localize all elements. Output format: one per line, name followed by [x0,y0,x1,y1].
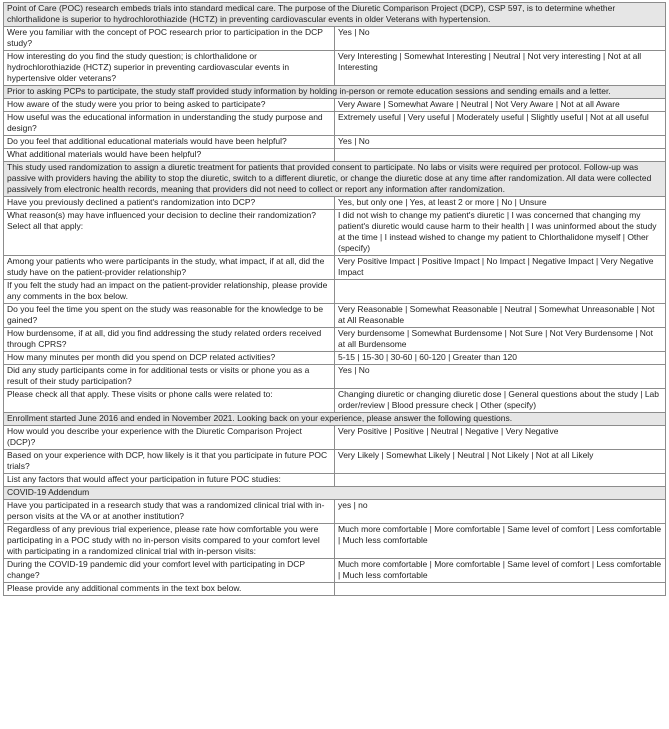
answer-options: Yes, but only one | Yes, at least 2 or more | No | Unsure [335,197,666,210]
question-row [4,474,666,487]
question-text: If you felt the study had an impact on the patient-provider relationship, please provide any comments in the box below. [4,280,335,304]
survey-table [3,2,666,596]
section-header-row [4,86,666,99]
question-text: Based on your experience with DCP, how likely is it that you participate in future POC trials? [4,450,335,474]
question-row [4,500,666,524]
question-text: Among your patients who were participants in the study, what impact, if at all, did the study have on the patient-provider relationship? [4,256,335,280]
answer-options: Yes | No [335,365,666,389]
question-text: Have you participated in a research study that was a randomized clinical trial with in-person visits at the VA or at another institution? [4,500,335,524]
question-row [4,197,666,210]
question-row [4,450,666,474]
answer-options: yes | no [335,500,666,524]
question-row [4,149,666,162]
question-text: How interesting do you find the study question; is chlorthalidone or hydrochlorothiazide (HCTZ) superior in preventing cardiovascular events in hypertensive older veterans? [4,51,335,86]
question-row [4,365,666,389]
answer-options: Yes | No [335,136,666,149]
answer-options: Yes | No [335,27,666,51]
question-text: Please provide any additional comments in the text box below. [4,583,335,596]
section-text: COVID-19 Addendum [4,487,666,500]
answer-options: 5-15 | 15-30 | 30-60 | 60-120 | Greater than 120 [335,352,666,365]
question-row [4,426,666,450]
question-row [4,27,666,51]
answer-options: Very Likely | Somewhat Likely | Neutral | Not Likely | Not at all Likely [335,450,666,474]
answer-options: Changing diuretic or changing diuretic dose | General questions about the study | Lab order/review | Blood pressure check | Other (specify) [335,389,666,413]
question-text: Did any study participants come in for additional tests or visits or phone you as a result of their study participation? [4,365,335,389]
question-row [4,51,666,86]
question-text: How many minutes per month did you spend on DCP related activities? [4,352,335,365]
question-row [4,256,666,280]
question-row [4,112,666,136]
answer-options: Very Positive Impact | Positive Impact | No Impact | Negative Impact | Very Negative Impact [335,256,666,280]
question-text: Have you previously declined a patient's randomization into DCP? [4,197,335,210]
section-text: Prior to asking PCPs to participate, the study staff provided study information by holding in-person or remote education sessions and sending emails and a letter. [4,86,666,99]
answer-options: Very Aware | Somewhat Aware | Neutral | Not Very Aware | Not at all Aware [335,99,666,112]
section-header-row [4,487,666,500]
section-header-row [4,3,666,27]
section-text: Point of Care (POC) research embeds trials into standard medical care. The purpose of the Diuretic Comparison Project (DCP), CSP 597, is to determine whether chlorthalidone is superior to hydrochlorothiazide (HCTZ) in preventing cardiovascular events in older Veterans with hypertension. [4,3,666,27]
answer-options: Very Interesting | Somewhat Interesting | Neutral | Not very interesting | Not at all Interesting [335,51,666,86]
answer-options [335,583,666,596]
question-row [4,352,666,365]
question-text: Were you familiar with the concept of POC research prior to participation in the DCP study? [4,27,335,51]
answer-options: Much more comfortable | More comfortable | Same level of comfort | Less comfortable | Much less comfortable [335,524,666,559]
question-row [4,328,666,352]
question-text: List any factors that would affect your participation in future POC studies: [4,474,335,487]
section-header-row [4,162,666,197]
question-text: Please check all that apply. These visits or phone calls were related to: [4,389,335,413]
question-text: What reason(s) may have influenced your decision to decline their randomization? Select all that apply: [4,210,335,256]
section-text: Enrollment started June 2016 and ended in November 2021. Looking back on your experience, please answer the following questions. [4,413,666,426]
answer-options [335,149,666,162]
question-text: Regardless of any previous trial experience, please rate how comfortable you were participating in a POC study with no in-person visits compared to your comfort level with participating in a randomized clinical trial with in-person visits: [4,524,335,559]
answer-options: Much more comfortable | More comfortable | Same level of comfort | Less comfortable | Much less comfortable [335,559,666,583]
question-row [4,136,666,149]
section-text: This study used randomization to assign a diuretic treatment for patients that provided consent to participate. No labs or visits were required per protocol. Follow-up was passive with providers having the ability to stop the diuretic, switch to a different diuretic, or change the diuretic dose at any time after randomization. All data were collected passively from electronic health records, meaning that providers did not need to collect or report any information after randomization. [4,162,666,197]
question-text: Do you feel that additional educational materials would have been helpful? [4,136,335,149]
question-row [4,304,666,328]
answer-options: Very Positive | Positive | Neutral | Negative | Very Negative [335,426,666,450]
question-text: How aware of the study were you prior to being asked to participate? [4,99,335,112]
question-row [4,583,666,596]
question-text: How useful was the educational information in understanding the study purpose and design? [4,112,335,136]
section-header-row [4,413,666,426]
question-row [4,559,666,583]
answer-options: Extremely useful | Very useful | Moderately useful | Slightly useful | Not at all useful [335,112,666,136]
question-text: How burdensome, if at all, did you find addressing the study related orders received through CPRS? [4,328,335,352]
survey-body [4,3,666,596]
question-row [4,210,666,256]
question-row [4,99,666,112]
answer-options: Very burdensome | Somewhat Burdensome | Not Sure | Not Very Burdensome | Not at all Burdensome [335,328,666,352]
question-row [4,524,666,559]
question-text: How would you describe your experience with the Diuretic Comparison Project (DCP)? [4,426,335,450]
question-row [4,280,666,304]
question-text: During the COVID-19 pandemic did your comfort level with participating in DCP change? [4,559,335,583]
question-text: What additional materials would have been helpful? [4,149,335,162]
question-text: Do you feel the time you spent on the study was reasonable for the knowledge to be gained? [4,304,335,328]
answer-options [335,474,666,487]
answer-options [335,280,666,304]
question-row [4,389,666,413]
answer-options: Very Reasonable | Somewhat Reasonable | Neutral | Somewhat Unreasonable | Not at All Reasonable [335,304,666,328]
answer-options: I did not wish to change my patient's diuretic | I was concerned that changing my patient's diuretic would cause harm to their health | I was uninformed about the study at the time | I instead wished to change my patient to Chlorthalidone myself | Other (specify) [335,210,666,256]
